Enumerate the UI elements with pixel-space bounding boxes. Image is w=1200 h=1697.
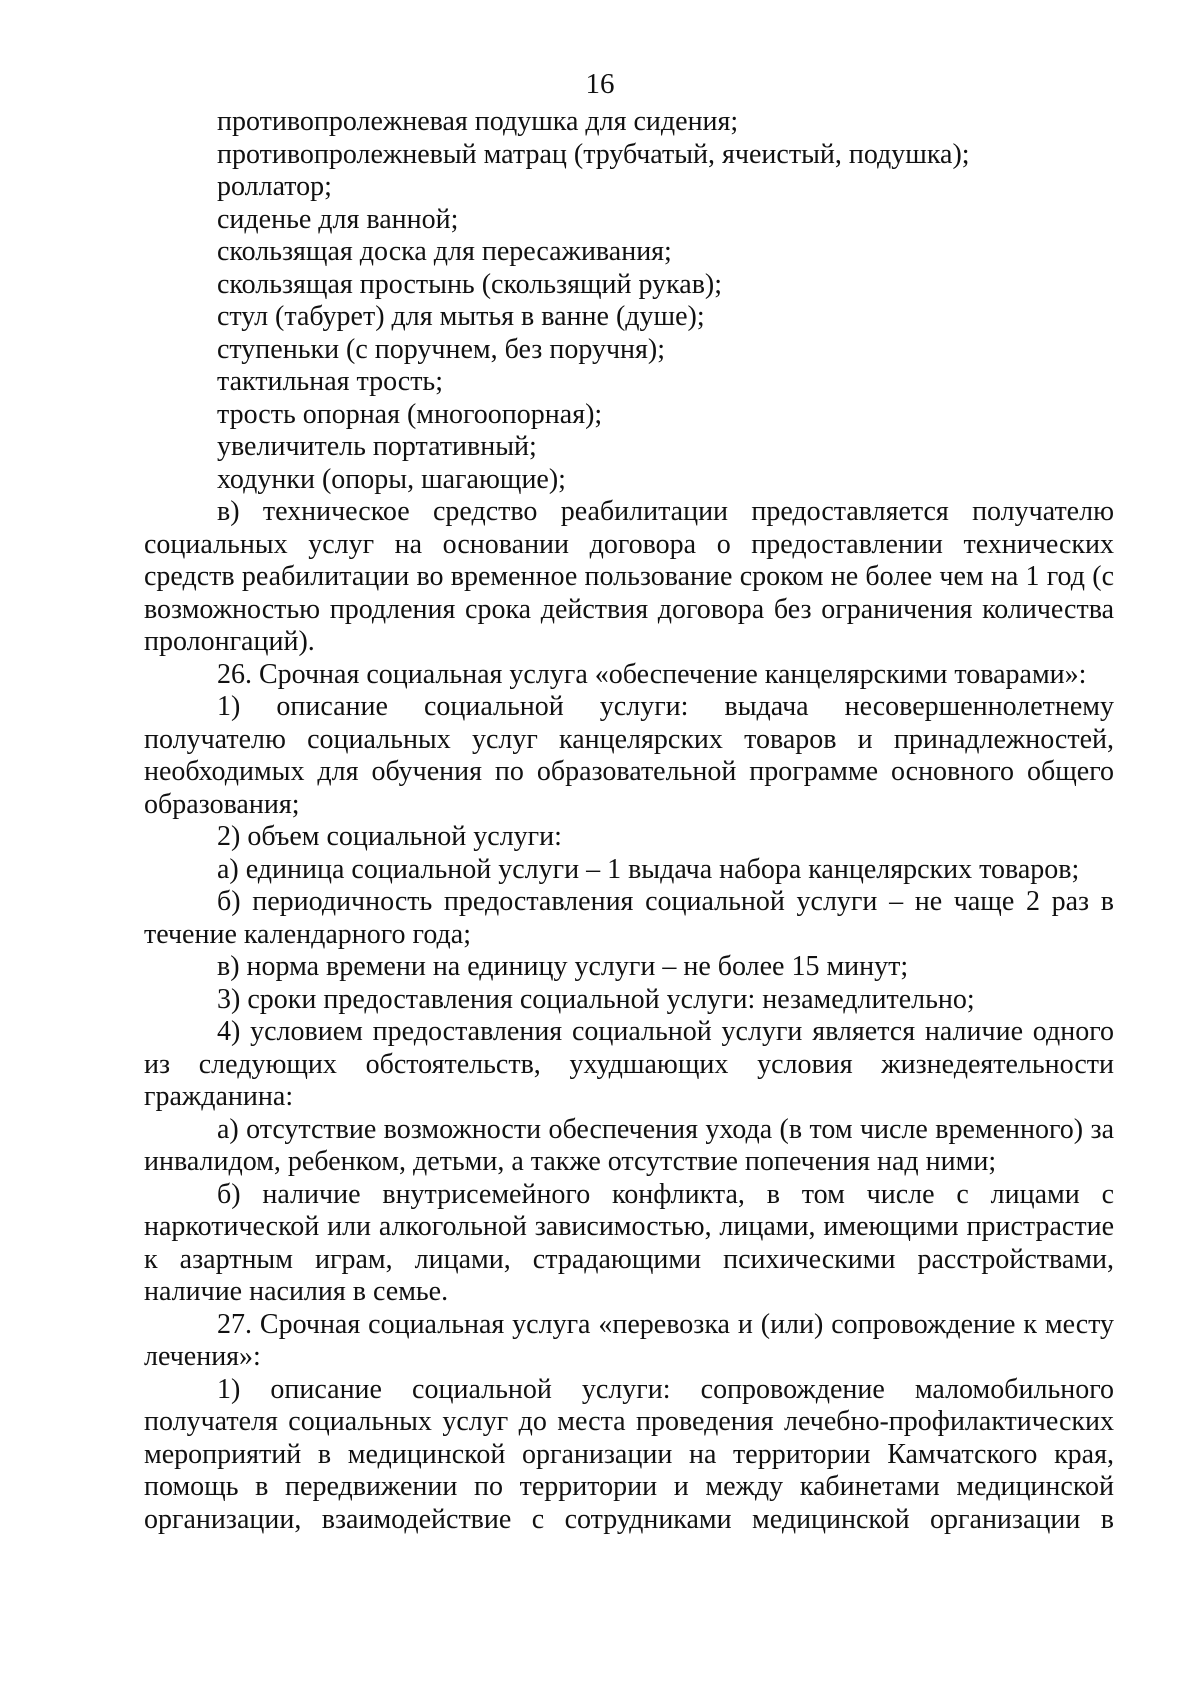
paragraph: 27. Срочная социальная услуга «перевозка и (или) сопровождение к месту лечения»:	[144, 1308, 1114, 1372]
paragraph: противопролежневая подушка для сидения;	[217, 106, 739, 137]
paragraph: трость опорная (многоопорная);	[217, 398, 603, 430]
paragraph: 2) объем социальной услуги:	[217, 821, 562, 852]
paragraph: противопролежневый матрац (трубчатый, ячеистый, подушка);	[217, 138, 970, 170]
paragraph: скользящая простынь (скользящий рукав);	[217, 268, 723, 300]
paragraph: б) наличие внутрисемейного конфликта, в том числе с лицами с наркотической или алкогольной зависимостью, лицами, имеющими пристрастие к азартным играм, лицами, страдающими психическими расстройствами, наличие насилия в семье.	[144, 1178, 1114, 1307]
paragraph: 1) описание социальной услуги: выдача несовершеннолетнему получателю социальных услуг канцелярских товаров и принадлежностей, необходимых для обучения по образовательной программе основного общего образования;	[144, 691, 1114, 820]
paragraph: увеличитель портативный;	[217, 431, 537, 462]
paragraph: 4) условием предоставления социальной услуги является наличие одного из следующих обстоятельств, ухудшающих условия жизнедеятельности гражданина:	[144, 1016, 1114, 1112]
paragraph: в) техническое средство реабилитации предоставляется получателю социальных услуг на основании договора о предоставлении технических средств реабилитации во временное пользование сроком не более чем на 1 год (с возможностью продления срока действия договора без ограничения количества пролонгаций).	[144, 496, 1114, 657]
paragraph: роллатор;	[217, 171, 332, 202]
paragraph: 3) сроки предоставления социальной услуги: незамедлительно;	[217, 983, 975, 1015]
page-number: 16	[585, 68, 615, 100]
paragraph: а) отсутствие возможности обеспечения ухода (в том числе временного) за инвалидом, ребенком, детьми, а также отсутствие попечения над ними;	[144, 1113, 1114, 1177]
paragraph: ходунки (опоры, шагающие);	[217, 463, 566, 495]
document-body	[144, 106, 1114, 1536]
paragraph: а) единица социальной услуги – 1 выдача набора канцелярских товаров;	[217, 853, 1080, 885]
paragraph: б) периодичность предоставления социальной услуги – не чаще 2 раз в течение календарного года;	[144, 886, 1114, 950]
paragraph: в) норма времени на единицу услуги – не более 15 минут;	[217, 951, 909, 982]
paragraph: сиденье для ванной;	[217, 203, 459, 235]
paragraph: ступеньки (с поручнем, без поручня);	[217, 333, 665, 365]
paragraph: 1) описание социальной услуги: сопровождение маломобильного получателя социальных услуг до места проведения лечебно-профилактических мероприятий в медицинской организации на территории Камчатского края, помощь в передвижении по территории и между кабинетами медицинской организации, взаимодействие с сотрудниками медицинской организации в	[144, 1373, 1114, 1535]
paragraph: стул (табурет) для мытья в ванне (душе);	[217, 301, 705, 332]
paragraph: тактильная трость;	[217, 366, 443, 397]
paragraph: скользящая доска для пересаживания;	[217, 236, 672, 267]
paragraph: 26. Срочная социальная услуга «обеспечение канцелярскими товарами»:	[217, 658, 1087, 690]
